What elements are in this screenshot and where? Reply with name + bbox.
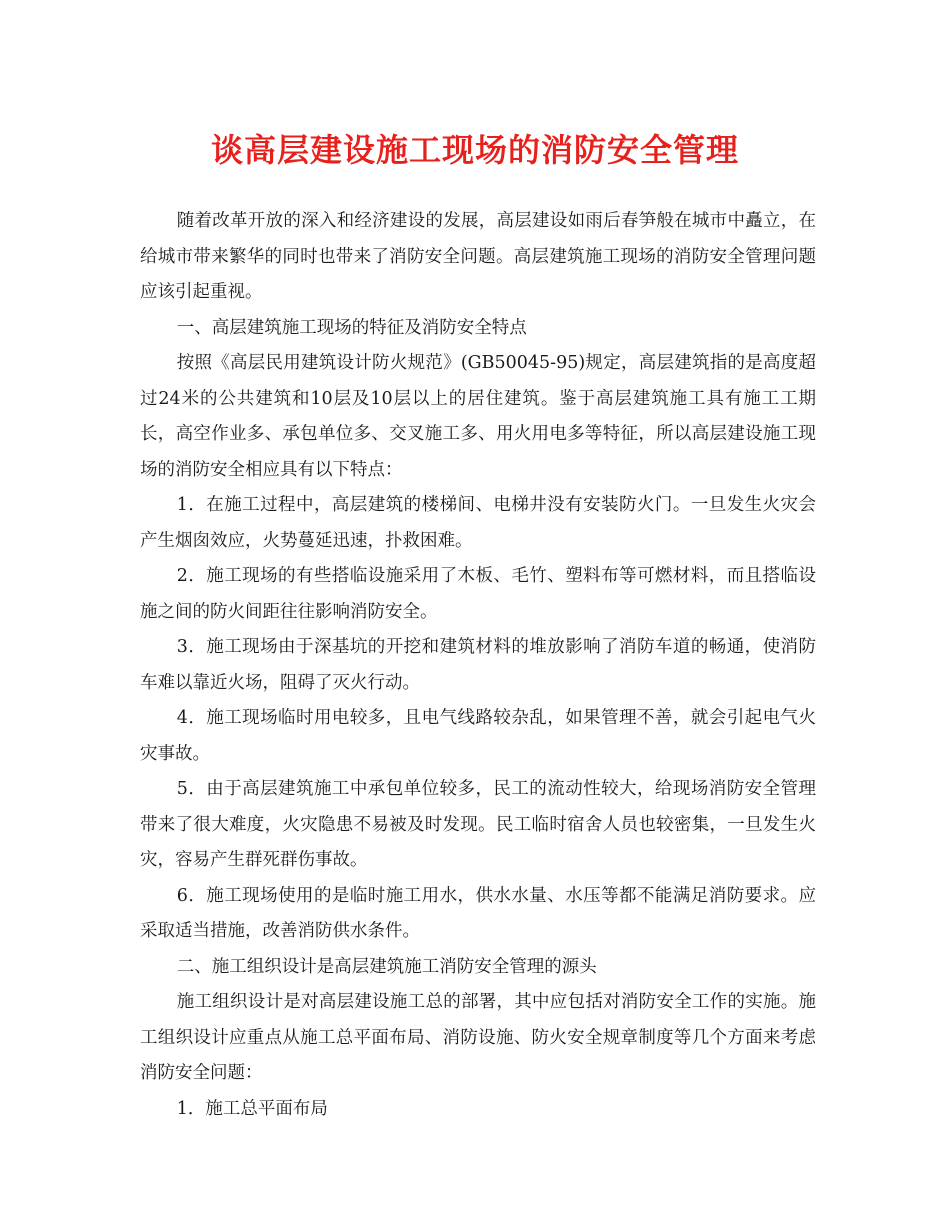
document-body xyxy=(140,204,816,1127)
list-item-1: 1．在施工过程中，高层建筑的楼梯间、电梯井没有安装防火门。一旦发生火灾会产生烟囱效应，火势蔓延迅速，扑救困难。 xyxy=(140,495,816,551)
list-item-5: 5．由于高层建筑施工中承包单位较多，民工的流动性较大，给现场消防安全管理带来了很大难度，火灾隐患不易被及时发现。民工临时宿舍人员也较密集，一旦发生火灾，容易产生群死群伤事故。 xyxy=(140,779,816,870)
list-item-6: 6．施工现场使用的是临时施工用水，供水水量、水压等都不能满足消防要求。应采取适当措施，改善消防供水条件。 xyxy=(140,885,816,941)
list-item-4: 4．施工现场临时用电较多，且电气线路较杂乱，如果管理不善，就会引起电气火灾事故。 xyxy=(140,708,816,764)
list-item-2: 2．施工现场的有些搭临设施采用了木板、毛竹、塑料布等可燃材料，而且搭临设施之间的防火间距往往影响消防安全。 xyxy=(140,566,816,622)
paragraph-intro: 随着改革开放的深入和经济建设的发展，高层建设如雨后春笋般在城市中矗立，在给城市带来繁华的同时也带来了消防安全问题。高层建筑施工现场的消防安全管理问题应该引起重视。 xyxy=(140,211,816,302)
section-heading-2: 二、施工组织设计是高层建筑施工消防安全管理的源头 xyxy=(176,956,597,977)
document-title: 谈高层建设施工现场的消防安全管理 xyxy=(210,131,739,169)
section-heading-1: 一、高层建筑施工现场的特征及消防安全特点 xyxy=(176,317,527,338)
paragraph-definition: 按照《高层民用建筑设计防火规范》(GB50045-95)规定，高层建筑指的是高度超过24米的公共建筑和10层及10层以上的居住建筑。鉴于高层建筑施工具有施工工期长，高空作业多、承包单位多、交叉施工多、用火用电多等特征，所以高层建设施工现场的消防安全相应具有以下特点： xyxy=(140,353,816,480)
paragraph-organization-design: 施工组织设计是对高层建设施工总的部署，其中应包括对消防安全工作的实施。施工组织设计应重点从施工总平面布局、消防设施、防火安全规章制度等几个方面来考虑消防安全问题： xyxy=(140,992,816,1083)
subsection-heading-1: 1．施工总平面布局 xyxy=(176,1098,328,1119)
list-item-3: 3．施工现场由于深基坑的开挖和建筑材料的堆放影响了消防车道的畅通，使消防车难以靠近火场，阻碍了灭火行动。 xyxy=(140,637,816,693)
